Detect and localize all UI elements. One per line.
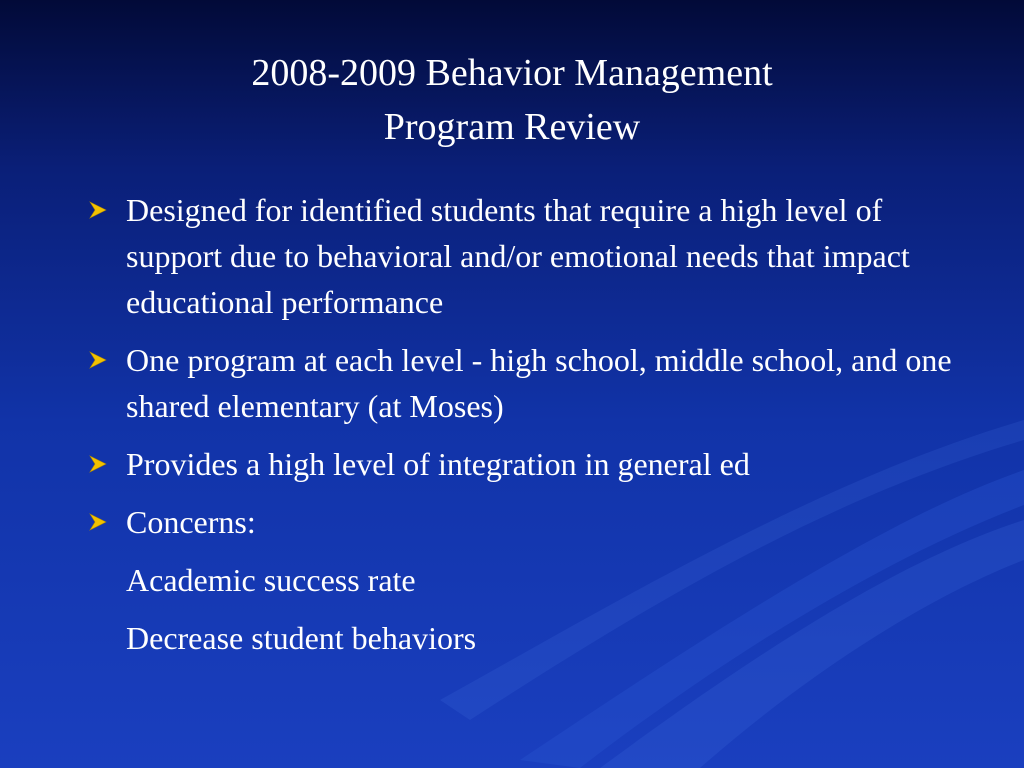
arrow-bullet-icon: [88, 337, 112, 383]
bullet-text: Provides a high level of integration in general ed: [126, 446, 750, 482]
bullet-text: One program at each level - high school, middle school, and one shared elementary (at Moses): [126, 342, 952, 424]
bullet-list: [86, 187, 966, 673]
bullet-item: [86, 499, 966, 545]
bullet-item: [86, 187, 966, 325]
bullet-item: [86, 441, 966, 487]
title-line-2: Program Review: [383, 106, 641, 148]
bullet-text: Designed for identified students that require a high level of support due to behavioral and/or emotional needs that impact educational performance: [126, 192, 910, 320]
arrow-bullet-icon: [88, 441, 112, 487]
bullet-text: Concerns:: [126, 504, 256, 540]
arrow-bullet-icon: [88, 187, 112, 233]
bullet-item: [86, 337, 966, 429]
sub-item: Decrease student behaviors: [126, 620, 477, 656]
slide-title: [0, 46, 1024, 154]
arrow-bullet-icon: [88, 499, 112, 545]
title-line-1: 2008-2009 Behavior Management: [251, 52, 773, 94]
sub-item: Academic success rate: [126, 562, 416, 598]
